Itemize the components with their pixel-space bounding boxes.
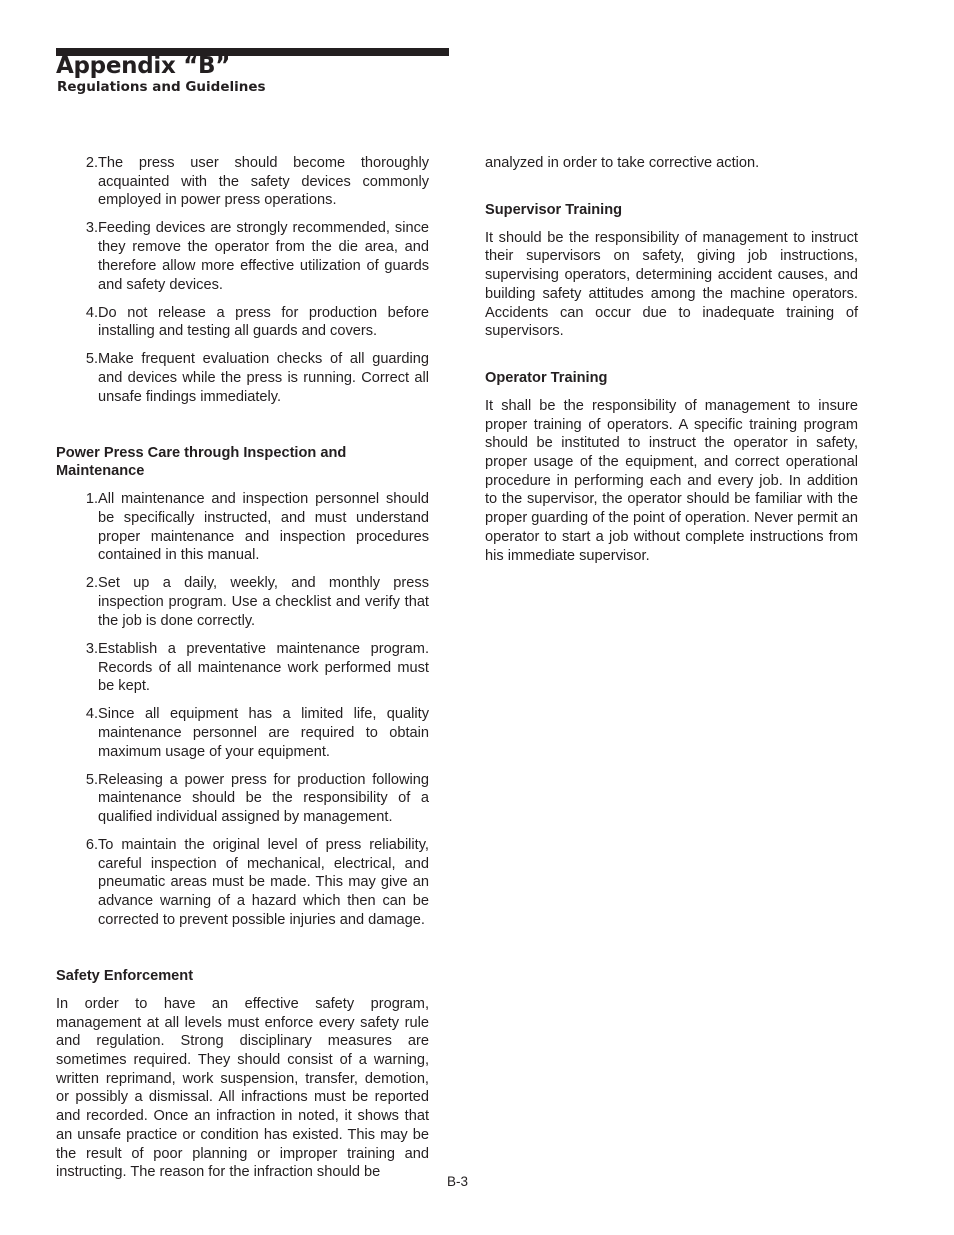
page-number: B-3 — [447, 1174, 469, 1189]
page-subtitle: Regulations and Guidelines — [57, 79, 266, 95]
list-item-number: 6. — [85, 837, 98, 854]
list-item-number: 5. — [85, 771, 98, 788]
list-item-text: Releasing a power press for production following maintenance should be the responsibility of a qualified individual assigned by management. — [98, 771, 429, 826]
list-item-number: 4. — [85, 304, 98, 321]
list-item — [56, 350, 429, 406]
list-item-text: Make frequent evaluation checks of all guarding and devices while the press is running. Correct all unsafe findings immediately. — [98, 351, 429, 405]
list-item — [56, 836, 429, 930]
list-item-number: 4. — [85, 706, 98, 723]
section-heading-supervisor-training: Supervisor Training — [485, 201, 623, 218]
list-item — [56, 640, 429, 696]
list-item-number: 2. — [85, 155, 98, 171]
list-item-text: Since all equipment has a limited life, quality maintenance personnel are required to obtain maximum usage of your equipment. — [98, 706, 429, 760]
list-item-text: Set up a daily, weekly, and monthly press inspection program. Use a checklist and verify that the job is done correctly. — [98, 575, 429, 629]
section-heading-maintenance: Power Press Care through Inspection and Maintenance — [56, 444, 347, 480]
list-item-text: The press user should become thoroughly acquainted with the safety devices commonly employed in power press operations. — [98, 155, 429, 209]
list-item-number: 2. — [85, 575, 98, 592]
list-item-number: 1. — [85, 491, 98, 508]
list-item — [56, 771, 429, 827]
supervisor-training-paragraph: It should be the responsibility of management to instruct their supervisors on safety, giving job instructions, supervising operators, determining accident causes, and building safety attitudes among the machine operators. Accidents can occur due to inadequate training of supervisors. — [485, 229, 858, 340]
guidelines-list — [56, 154, 429, 406]
list-item-number: 3. — [85, 220, 98, 237]
continuation-paragraph: analyzed in order to take corrective action. — [485, 155, 760, 171]
list-item — [56, 574, 429, 630]
list-item — [56, 219, 429, 294]
list-item-text: Establish a preventative maintenance program. Records of all maintenance work performed must be kept. — [98, 640, 429, 695]
list-item — [56, 304, 429, 341]
list-item-number: 3. — [85, 640, 98, 657]
left-column — [56, 154, 429, 1182]
list-item-text: Feeding devices are strongly recommended, since they remove the operator from the die area, and therefore allow more effective utilization of guards and safety devices. — [98, 220, 429, 293]
list-item — [56, 490, 429, 565]
section-heading-safety-enforcement: Safety Enforcement — [56, 967, 194, 984]
section-heading-operator-training: Operator Training — [485, 369, 608, 386]
list-item-text: All maintenance and inspection personnel should be specifically instructed, and must understand proper maintenance and inspection procedures contained in this manual. — [98, 491, 429, 564]
right-column — [485, 154, 858, 565]
page-title: Appendix “B” — [56, 53, 231, 79]
list-item-number: 5. — [85, 351, 98, 368]
maintenance-list — [56, 490, 429, 929]
list-item — [56, 154, 429, 210]
list-item — [56, 705, 429, 761]
list-item-text: To maintain the original level of press reliability, careful inspection of mechanical, electrical, and pneumatic areas must be made. This may give an advance warning of a hazard which then can be corrected to prevent possible injuries and damage. — [98, 837, 429, 928]
list-item-text: Do not release a press for production before installing and testing all guards and covers. — [98, 304, 429, 340]
operator-training-paragraph: It shall be the responsibility of management to insure proper training of operators. A specific training program should be instituted to instruct the operator in safety, proper usage of the equipment, and correct operational procedure in performing each and every job. In addition to the supervisor, the operator should be familiar with the proper guarding of the point of operation. Never permit an operator to start a job without complete instructions from his immediate supervisor. — [485, 397, 858, 564]
safety-enforcement-paragraph: In order to have an effective safety program, management at all levels must enforce every safety rule and regulation. Strong disciplinary measures are sometimes required. They should consist of a warning, written reprimand, work suspension, transfer, demotion, or possibly a dismissal. All infractions must be reported and recorded. Once an infraction in noted, it shows that an unsafe practice or condition has existed. This may be the result of poor planning or improper training and instructing. The reason for the infraction should be — [56, 995, 429, 1181]
